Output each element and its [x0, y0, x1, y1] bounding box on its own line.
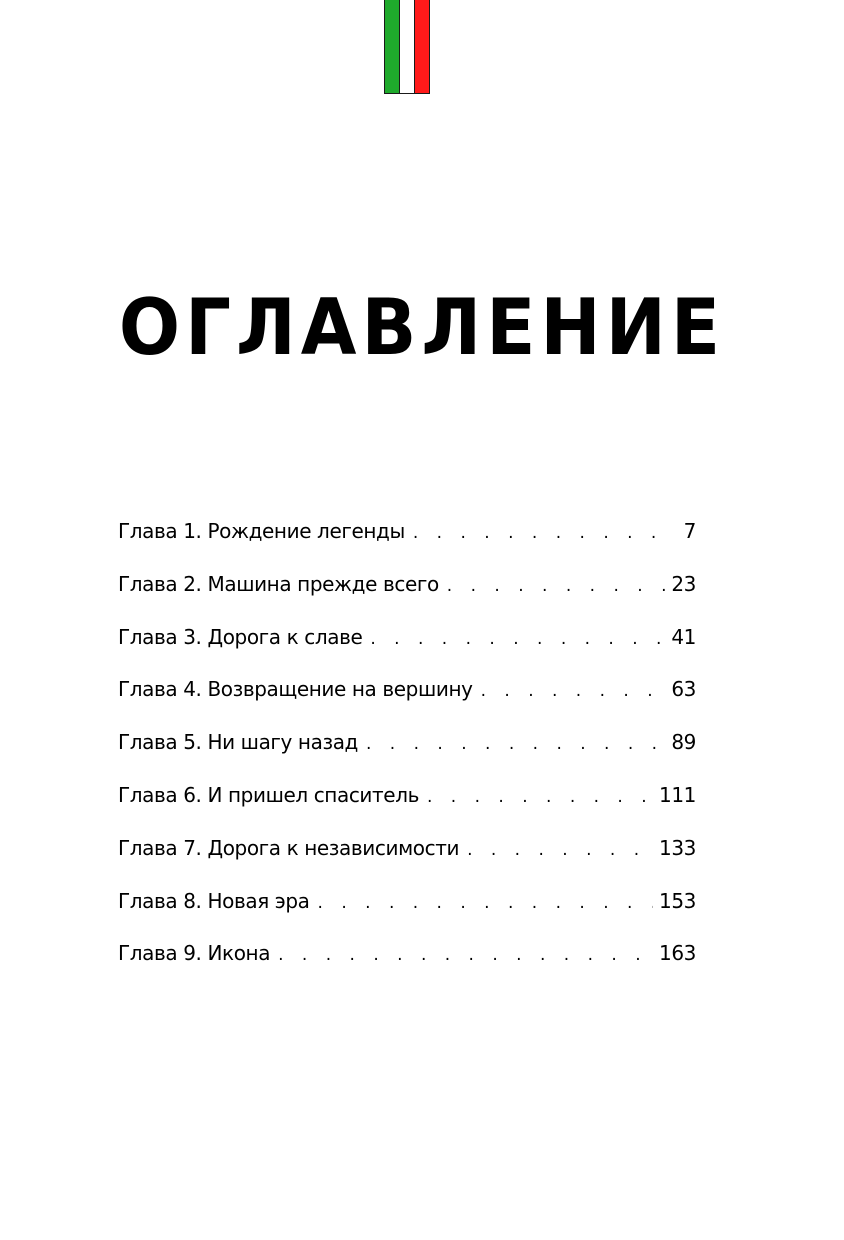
- page-title: ОГЛАВЛЕНИЕ: [118, 281, 726, 373]
- toc-page-number: 111: [659, 782, 696, 807]
- toc-page-number: 89: [671, 730, 696, 755]
- toc-entry-3[interactable]: [118, 616, 696, 669]
- italian-flag-ribbon: [384, 0, 430, 94]
- toc-entry-4[interactable]: [118, 668, 696, 721]
- flag-stripe-green: [385, 0, 399, 93]
- table-of-contents: [118, 510, 696, 985]
- toc-entry-5[interactable]: [118, 721, 696, 774]
- toc-entry-label: Глава 3. Дорога к славе: [118, 624, 363, 649]
- toc-entry-label: Глава 4. Возвращение на вершину: [118, 677, 473, 702]
- toc-entry-9[interactable]: [118, 932, 696, 985]
- toc-dot-leader: [370, 618, 665, 660]
- toc-page-number: 41: [671, 624, 696, 649]
- toc-entry-label: Глава 2. Машина прежде всего: [118, 571, 439, 596]
- toc-entry-8[interactable]: [118, 880, 696, 933]
- toc-entry-7[interactable]: [118, 827, 696, 880]
- toc-entry-label: Глава 6. И пришел спаситель: [118, 782, 419, 807]
- toc-entry-label: Глава 9. Икона: [118, 941, 271, 966]
- toc-entry-label: Глава 1. Рождение легенды: [118, 519, 405, 543]
- toc-entry-label: Глава 5. Ни шагу назад: [118, 730, 358, 755]
- flag-stripe-white: [399, 0, 414, 93]
- toc-dot-leader: [413, 512, 668, 554]
- flag-stripe-red: [414, 0, 429, 93]
- toc-dot-leader: [318, 882, 654, 924]
- toc-dot-leader: [447, 565, 666, 607]
- toc-entry-label: Глава 8. Новая эра: [118, 888, 310, 913]
- toc-page-number: 133: [659, 835, 696, 860]
- toc-page-number: 153: [659, 888, 696, 913]
- toc-page-number: 23: [671, 571, 696, 596]
- toc-entry-6[interactable]: [118, 774, 696, 827]
- toc-entry-1[interactable]: [118, 510, 696, 563]
- toc-page-number: 163: [659, 941, 696, 966]
- toc-dot-leader: [481, 670, 666, 712]
- toc-dot-leader: [467, 829, 653, 871]
- toc-entry-label: Глава 7. Дорога к независимости: [118, 835, 460, 860]
- toc-entry-2[interactable]: [118, 563, 696, 616]
- toc-dot-leader: [366, 723, 665, 765]
- toc-page-number: 63: [671, 677, 696, 702]
- toc-page-number: 7: [683, 519, 696, 543]
- toc-dot-leader: [278, 934, 653, 976]
- toc-dot-leader: [427, 776, 653, 818]
